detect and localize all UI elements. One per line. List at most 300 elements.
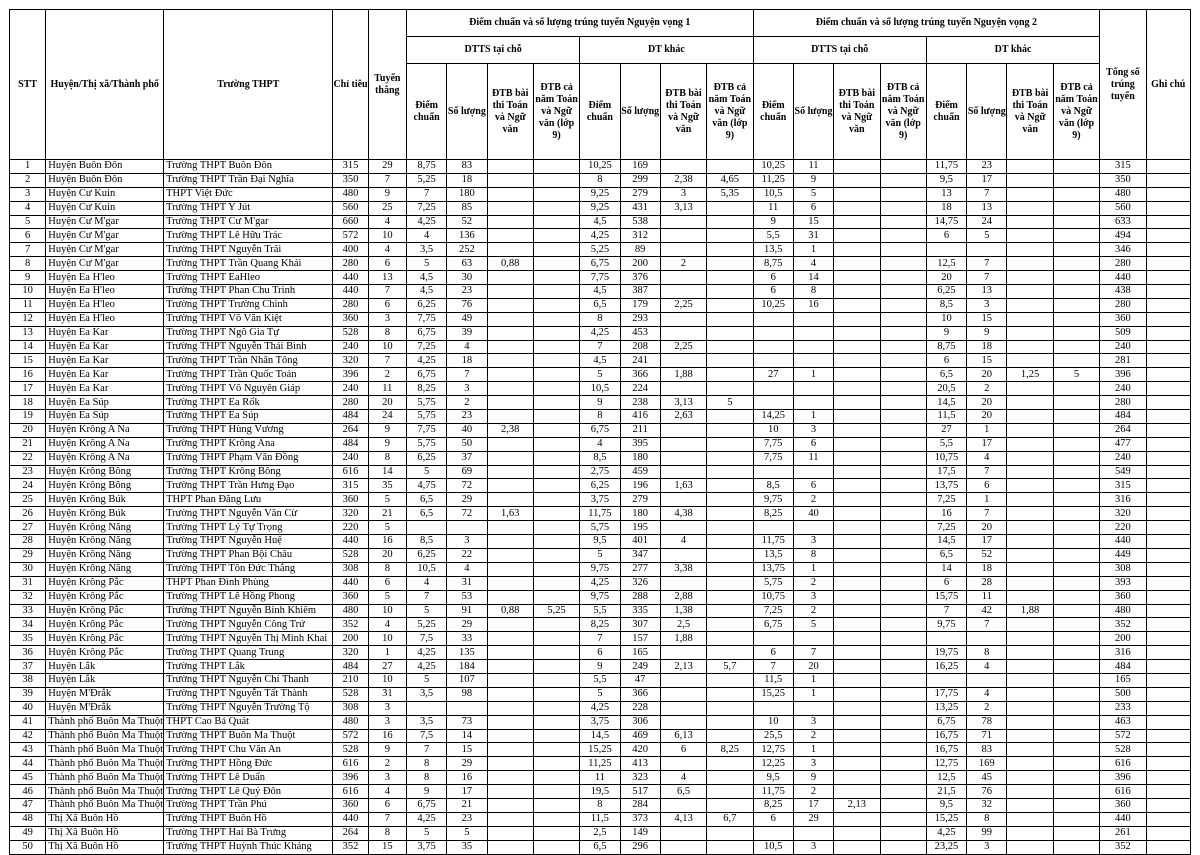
table-row [10, 660, 1191, 674]
cell-nv1-dtk-dtb1 [660, 271, 706, 285]
cell-nv2-dtk-sl: 7 [967, 618, 1007, 632]
cell-district: Huyện Ea Súp [46, 410, 164, 424]
cell-total: 440 [1100, 812, 1146, 826]
cell-quota: 440 [333, 812, 368, 826]
cell-nv2-dtts-diem: 6,75 [753, 618, 793, 632]
cell-note [1146, 840, 1190, 854]
cell-nv1-dtts-diem: 6,5 [406, 493, 446, 507]
table-row [10, 201, 1191, 215]
cell-nv2-dtts-diem: 15,25 [753, 687, 793, 701]
cell-nv2-dtk-diem: 19,75 [926, 646, 966, 660]
cell-quota: 484 [333, 410, 368, 424]
cell-nv1-dtts-dtb1 [487, 160, 533, 174]
cell-nv2-dtts-dtb1 [834, 201, 880, 215]
cell-nv1-dtk-diem: 9 [580, 660, 620, 674]
header-stt: STT [10, 10, 46, 160]
cell-nv1-dtts-dtb1 [487, 840, 533, 854]
cell-nv1-dtk-dtb1 [660, 312, 706, 326]
cell-district: Huyện Krông Bông [46, 465, 164, 479]
cell-nv2-dtk-dtb2 [1053, 229, 1099, 243]
cell-nv1-dtk-sl: 180 [620, 507, 660, 521]
cell-nv2-dtts-dtb1 [834, 729, 880, 743]
cell-nv2-dtts-dtb1 [834, 646, 880, 660]
cell-nv2-dtk-dtb1 [1007, 201, 1053, 215]
cell-stt: 40 [10, 701, 46, 715]
cell-quota: 660 [333, 215, 368, 229]
cell-nv1-dtts-sl: 91 [447, 604, 487, 618]
cell-nv1-dtts-diem: 6,25 [406, 451, 446, 465]
table-row [10, 312, 1191, 326]
cell-total: 477 [1100, 437, 1146, 451]
cell-nv2-dtts-dtb2 [880, 590, 926, 604]
cell-nv1-dtk-dtb1 [660, 576, 706, 590]
cell-quota: 320 [333, 507, 368, 521]
cell-nv2-dtk-dtb1 [1007, 771, 1053, 785]
cell-nv2-dtts-dtb1 [834, 687, 880, 701]
cell-stt: 49 [10, 826, 46, 840]
cell-nv2-dtk-sl: 2 [967, 701, 1007, 715]
cell-nv2-dtts-sl: 3 [793, 590, 833, 604]
cell-nv2-dtts-diem: 8,75 [753, 257, 793, 271]
cell-nv2-dtk-diem: 6,5 [926, 368, 966, 382]
cell-nv1-dtts-sl: 16 [447, 771, 487, 785]
cell-total: 316 [1100, 646, 1146, 660]
cell-nv2-dtk-diem: 9,5 [926, 173, 966, 187]
cell-nv2-dtk-dtb2 [1053, 340, 1099, 354]
cell-nv1-dtk-diem: 6,75 [580, 257, 620, 271]
cell-nv1-dtk-dtb1: 4,13 [660, 812, 706, 826]
cell-nv1-dtk-dtb2 [707, 215, 753, 229]
cell-quota: 200 [333, 632, 368, 646]
cell-nv2-dtk-dtb1 [1007, 437, 1053, 451]
cell-nv1-dtts-dtb1 [487, 771, 533, 785]
cell-nv1-dtk-dtb1: 4 [660, 771, 706, 785]
cell-stt: 7 [10, 243, 46, 257]
cell-nv2-dtts-diem: 5,75 [753, 576, 793, 590]
cell-total: 494 [1100, 229, 1146, 243]
cell-nv2-dtk-diem: 15,75 [926, 590, 966, 604]
cell-direct: 3 [368, 771, 406, 785]
header-nv1-dtk-sl: Số lượng [620, 64, 660, 160]
cell-nv2-dtts-dtb2 [880, 660, 926, 674]
cell-nv2-dtts-sl: 2 [793, 604, 833, 618]
cell-note [1146, 632, 1190, 646]
cell-nv1-dtk-diem: 4,25 [580, 326, 620, 340]
cell-direct: 11 [368, 382, 406, 396]
cell-nv1-dtts-sl: 136 [447, 229, 487, 243]
cell-nv1-dtts-dtb2 [533, 465, 579, 479]
cell-note [1146, 590, 1190, 604]
header-direct: Tuyển thẳng [368, 10, 406, 160]
cell-nv1-dtk-sl: 420 [620, 743, 660, 757]
cell-nv1-dtk-sl: 413 [620, 757, 660, 771]
cell-stt: 17 [10, 382, 46, 396]
table-row [10, 298, 1191, 312]
cell-direct: 5 [368, 521, 406, 535]
cell-nv2-dtk-dtb2: 5 [1053, 368, 1099, 382]
cell-nv1-dtk-dtb2 [707, 840, 753, 854]
cell-nv1-dtts-dtb2 [533, 382, 579, 396]
cell-nv1-dtts-sl: 184 [447, 660, 487, 674]
cell-nv2-dtts-sl: 29 [793, 812, 833, 826]
cell-stt: 5 [10, 215, 46, 229]
cell-district: Huyện Ea Kar [46, 368, 164, 382]
cell-school: Trường THPT Trần Nhân Tông [164, 354, 333, 368]
cell-nv1-dtk-sl: 401 [620, 535, 660, 549]
cell-nv2-dtk-dtb2 [1053, 410, 1099, 424]
cell-nv2-dtk-dtb2 [1053, 479, 1099, 493]
cell-nv1-dtk-diem: 10,25 [580, 160, 620, 174]
cell-nv2-dtts-dtb2 [880, 257, 926, 271]
cell-nv1-dtts-dtb1 [487, 743, 533, 757]
cell-stt: 50 [10, 840, 46, 854]
cell-nv1-dtts-sl: 39 [447, 326, 487, 340]
cell-quota: 240 [333, 382, 368, 396]
cell-district: Huyện Ea Súp [46, 396, 164, 410]
cell-total: 480 [1100, 187, 1146, 201]
cell-nv2-dtts-diem: 10,75 [753, 590, 793, 604]
cell-nv2-dtk-dtb1 [1007, 673, 1053, 687]
cell-nv2-dtts-dtb2 [880, 798, 926, 812]
cell-direct: 1 [368, 646, 406, 660]
table-row [10, 465, 1191, 479]
cell-nv1-dtts-dtb1 [487, 465, 533, 479]
cell-nv2-dtts-sl: 4 [793, 257, 833, 271]
cell-quota: 572 [333, 729, 368, 743]
cell-nv2-dtts-dtb2 [880, 743, 926, 757]
header-district: Huyện/Thị xã/Thành phố [46, 10, 164, 160]
cell-nv2-dtk-dtb1 [1007, 229, 1053, 243]
cell-direct: 10 [368, 340, 406, 354]
cell-district: Thành phố Buôn Ma Thuột [46, 757, 164, 771]
cell-nv1-dtk-dtb2: 5,35 [707, 187, 753, 201]
cell-nv2-dtk-dtb2 [1053, 521, 1099, 535]
cell-nv2-dtk-dtb1 [1007, 382, 1053, 396]
cell-nv1-dtk-dtb2 [707, 451, 753, 465]
cell-nv2-dtk-diem: 14,75 [926, 215, 966, 229]
header-nv2-dtk-sl: Số lượng [967, 64, 1007, 160]
cell-nv2-dtk-dtb1 [1007, 298, 1053, 312]
cell-school: Trường THPT Buôn Đôn [164, 160, 333, 174]
cell-stt: 8 [10, 257, 46, 271]
cell-nv2-dtts-dtb2 [880, 160, 926, 174]
cell-nv2-dtk-sl: 3 [967, 840, 1007, 854]
cell-nv1-dtk-dtb1: 3,13 [660, 201, 706, 215]
cell-nv1-dtts-diem: 5,25 [406, 618, 446, 632]
cell-quota: 320 [333, 646, 368, 660]
cell-district: Huyện Lắk [46, 660, 164, 674]
cell-school: Trường THPT Phan Chu Trinh [164, 285, 333, 299]
cell-nv1-dtk-diem: 4 [580, 437, 620, 451]
cell-nv1-dtts-diem: 7,75 [406, 312, 446, 326]
cell-total: 616 [1100, 785, 1146, 799]
cell-nv2-dtk-dtb1 [1007, 187, 1053, 201]
cell-nv2-dtk-diem: 18 [926, 201, 966, 215]
cell-direct: 5 [368, 590, 406, 604]
cell-nv1-dtk-sl: 241 [620, 354, 660, 368]
cell-nv2-dtts-sl: 8 [793, 285, 833, 299]
cell-note [1146, 410, 1190, 424]
cell-quota: 280 [333, 298, 368, 312]
cell-nv2-dtts-dtb2 [880, 271, 926, 285]
cell-nv2-dtts-sl: 2 [793, 576, 833, 590]
cell-nv1-dtk-sl: 238 [620, 396, 660, 410]
cell-nv2-dtk-dtb2 [1053, 660, 1099, 674]
cell-nv1-dtts-dtb1 [487, 271, 533, 285]
cell-nv2-dtts-dtb2 [880, 521, 926, 535]
cell-school: Trường THPT Buôn Hồ [164, 812, 333, 826]
cell-nv2-dtts-diem: 6 [753, 646, 793, 660]
cell-total: 352 [1100, 618, 1146, 632]
cell-nv2-dtts-diem: 9 [753, 215, 793, 229]
cell-nv1-dtts-diem: 8 [406, 771, 446, 785]
cell-nv1-dtk-dtb1 [660, 243, 706, 257]
cell-nv2-dtk-sl [967, 632, 1007, 646]
cell-nv1-dtts-diem: 8,5 [406, 535, 446, 549]
cell-nv1-dtk-diem: 3,75 [580, 715, 620, 729]
cell-nv1-dtk-sl: 395 [620, 437, 660, 451]
cell-school: Trường THPT Trường Chinh [164, 298, 333, 312]
cell-nv2-dtk-sl: 20 [967, 368, 1007, 382]
cell-nv2-dtk-sl: 2 [967, 382, 1007, 396]
cell-nv2-dtk-diem [926, 243, 966, 257]
cell-nv1-dtts-dtb1 [487, 229, 533, 243]
cell-nv1-dtk-sl: 323 [620, 771, 660, 785]
cell-stt: 35 [10, 632, 46, 646]
admission-table [9, 9, 1191, 855]
cell-nv2-dtts-diem [753, 826, 793, 840]
cell-nv2-dtts-dtb2 [880, 632, 926, 646]
cell-nv1-dtk-diem: 8 [580, 798, 620, 812]
cell-nv2-dtts-sl: 3 [793, 715, 833, 729]
cell-district: Huyện Ea H'leo [46, 285, 164, 299]
cell-nv2-dtts-diem: 5,5 [753, 229, 793, 243]
cell-nv1-dtts-sl: 49 [447, 312, 487, 326]
cell-total: 449 [1100, 548, 1146, 562]
cell-nv1-dtk-diem: 8 [580, 173, 620, 187]
cell-direct: 31 [368, 687, 406, 701]
cell-direct: 6 [368, 798, 406, 812]
cell-nv1-dtts-dtb2 [533, 285, 579, 299]
cell-school: Trường THPT Krông Ana [164, 437, 333, 451]
cell-direct: 25 [368, 201, 406, 215]
cell-direct: 20 [368, 548, 406, 562]
cell-nv1-dtts-dtb1 [487, 326, 533, 340]
cell-nv2-dtk-dtb2 [1053, 201, 1099, 215]
cell-nv2-dtk-diem: 10 [926, 312, 966, 326]
cell-nv2-dtk-dtb2 [1053, 562, 1099, 576]
cell-note [1146, 521, 1190, 535]
cell-nv2-dtk-dtb2 [1053, 604, 1099, 618]
cell-school: Trường THPT Nguyễn Văn Cừ [164, 507, 333, 521]
cell-nv1-dtts-dtb2 [533, 812, 579, 826]
cell-quota: 440 [333, 285, 368, 299]
cell-nv1-dtts-diem: 4,5 [406, 271, 446, 285]
cell-nv2-dtts-dtb1 [834, 312, 880, 326]
cell-nv1-dtts-diem: 3,5 [406, 687, 446, 701]
cell-nv2-dtts-sl: 2 [793, 785, 833, 799]
cell-direct: 8 [368, 451, 406, 465]
cell-nv1-dtts-dtb1 [487, 243, 533, 257]
cell-nv1-dtts-diem: 4 [406, 576, 446, 590]
cell-nv1-dtts-diem: 5,75 [406, 437, 446, 451]
cell-nv2-dtts-dtb2 [880, 562, 926, 576]
cell-nv1-dtts-diem: 6,5 [406, 507, 446, 521]
table-row [10, 576, 1191, 590]
cell-nv1-dtk-dtb2 [707, 604, 753, 618]
cell-nv1-dtts-dtb2 [533, 590, 579, 604]
cell-stt: 27 [10, 521, 46, 535]
cell-district: Huyện Krông Pắc [46, 576, 164, 590]
cell-nv1-dtts-diem: 4,5 [406, 285, 446, 299]
cell-nv2-dtts-dtb1 [834, 243, 880, 257]
cell-nv2-dtk-sl: 15 [967, 312, 1007, 326]
cell-nv1-dtts-dtb1 [487, 215, 533, 229]
cell-nv1-dtts-sl: 98 [447, 687, 487, 701]
cell-note [1146, 201, 1190, 215]
cell-nv2-dtts-dtb1 [834, 396, 880, 410]
cell-nv1-dtk-dtb2 [707, 423, 753, 437]
cell-nv2-dtk-dtb2 [1053, 576, 1099, 590]
cell-nv1-dtts-diem: 7 [406, 590, 446, 604]
table-row [10, 771, 1191, 785]
cell-nv2-dtk-sl: 11 [967, 590, 1007, 604]
cell-nv1-dtk-sl: 306 [620, 715, 660, 729]
cell-nv1-dtk-sl: 196 [620, 479, 660, 493]
cell-nv1-dtk-dtb1 [660, 493, 706, 507]
cell-nv2-dtk-dtb1 [1007, 326, 1053, 340]
cell-nv1-dtk-sl: 299 [620, 173, 660, 187]
cell-nv2-dtts-dtb2 [880, 423, 926, 437]
cell-stt: 3 [10, 187, 46, 201]
cell-note [1146, 646, 1190, 660]
cell-total: 350 [1100, 173, 1146, 187]
cell-nv1-dtts-dtb1 [487, 173, 533, 187]
header-nv2-dtk-dtb1: ĐTB bài thi Toán và Ngữ văn [1007, 64, 1053, 160]
cell-school: Trường THPT Ea Súp [164, 410, 333, 424]
cell-nv1-dtk-sl: 376 [620, 271, 660, 285]
cell-district: Thành phố Buôn Ma Thuột [46, 743, 164, 757]
cell-nv1-dtk-sl: 387 [620, 285, 660, 299]
cell-nv2-dtts-dtb2 [880, 312, 926, 326]
cell-school: Trường THPT Trần Quang Khải [164, 257, 333, 271]
cell-nv2-dtk-sl: 20 [967, 410, 1007, 424]
table-row [10, 535, 1191, 549]
cell-nv1-dtts-sl: 4 [447, 340, 487, 354]
table-row [10, 826, 1191, 840]
cell-nv1-dtts-dtb2 [533, 771, 579, 785]
cell-stt: 16 [10, 368, 46, 382]
cell-nv1-dtk-sl: 277 [620, 562, 660, 576]
table-row [10, 479, 1191, 493]
cell-nv1-dtk-dtb2 [707, 285, 753, 299]
cell-nv1-dtts-sl: 17 [447, 785, 487, 799]
cell-nv2-dtts-sl: 2 [793, 729, 833, 743]
cell-nv1-dtk-diem: 4,25 [580, 576, 620, 590]
cell-nv2-dtk-dtb2 [1053, 437, 1099, 451]
cell-nv2-dtk-dtb1 [1007, 535, 1053, 549]
cell-nv1-dtk-dtb2: 6,7 [707, 812, 753, 826]
cell-nv2-dtts-dtb1 [834, 465, 880, 479]
cell-nv1-dtts-diem: 5 [406, 465, 446, 479]
cell-nv1-dtk-dtb1: 4,38 [660, 507, 706, 521]
cell-stt: 11 [10, 298, 46, 312]
cell-total: 500 [1100, 687, 1146, 701]
cell-nv1-dtts-sl: 23 [447, 285, 487, 299]
cell-nv1-dtts-sl: 31 [447, 576, 487, 590]
cell-nv2-dtts-sl [793, 521, 833, 535]
cell-nv2-dtts-dtb2 [880, 215, 926, 229]
cell-stt: 36 [10, 646, 46, 660]
cell-nv1-dtts-dtb2: 5,25 [533, 604, 579, 618]
cell-nv2-dtts-dtb2 [880, 187, 926, 201]
cell-direct: 2 [368, 368, 406, 382]
cell-nv1-dtk-dtb1 [660, 451, 706, 465]
cell-nv1-dtk-diem: 9,5 [580, 535, 620, 549]
cell-nv1-dtts-diem: 9 [406, 785, 446, 799]
cell-nv1-dtk-dtb2 [707, 437, 753, 451]
cell-nv2-dtk-diem: 11,75 [926, 160, 966, 174]
cell-nv2-dtts-sl [793, 701, 833, 715]
cell-nv1-dtk-sl: 538 [620, 215, 660, 229]
cell-total: 315 [1100, 479, 1146, 493]
cell-quota: 360 [333, 798, 368, 812]
cell-nv1-dtk-dtb1 [660, 465, 706, 479]
cell-nv1-dtk-dtb2 [707, 229, 753, 243]
cell-direct: 24 [368, 410, 406, 424]
cell-nv2-dtts-dtb2 [880, 201, 926, 215]
cell-nv2-dtk-dtb1 [1007, 798, 1053, 812]
cell-nv1-dtk-dtb2 [707, 410, 753, 424]
cell-nv2-dtts-dtb2 [880, 826, 926, 840]
cell-nv2-dtts-dtb2 [880, 604, 926, 618]
cell-nv1-dtts-sl: 73 [447, 715, 487, 729]
cell-stt: 32 [10, 590, 46, 604]
cell-direct: 9 [368, 187, 406, 201]
cell-nv2-dtts-diem [753, 340, 793, 354]
cell-nv1-dtk-sl: 307 [620, 618, 660, 632]
cell-nv1-dtk-sl: 211 [620, 423, 660, 437]
cell-nv1-dtts-dtb2 [533, 576, 579, 590]
header-nv1-dtts-dtb1: ĐTB bài thi Toán và Ngữ văn [487, 64, 533, 160]
cell-nv2-dtts-diem: 6 [753, 271, 793, 285]
cell-nv2-dtts-dtb2 [880, 451, 926, 465]
table-row [10, 285, 1191, 299]
cell-school: THPT Việt Đức [164, 187, 333, 201]
cell-nv1-dtk-dtb2 [707, 298, 753, 312]
cell-district: Thành phố Buôn Ma Thuột [46, 785, 164, 799]
cell-nv2-dtk-sl: 4 [967, 687, 1007, 701]
cell-nv2-dtk-dtb1 [1007, 632, 1053, 646]
cell-direct: 35 [368, 479, 406, 493]
cell-district: Thành phố Buôn Ma Thuột [46, 729, 164, 743]
cell-nv1-dtk-sl: 366 [620, 687, 660, 701]
cell-nv1-dtk-sl: 279 [620, 187, 660, 201]
cell-direct: 14 [368, 465, 406, 479]
cell-nv2-dtts-dtb1 [834, 548, 880, 562]
cell-nv1-dtts-sl: 72 [447, 507, 487, 521]
cell-nv2-dtts-diem [753, 396, 793, 410]
cell-nv2-dtk-diem: 20 [926, 271, 966, 285]
cell-nv2-dtts-sl: 1 [793, 743, 833, 757]
cell-stt: 19 [10, 410, 46, 424]
cell-nv2-dtts-dtb1: 2,13 [834, 798, 880, 812]
cell-nv2-dtk-dtb1 [1007, 423, 1053, 437]
cell-nv1-dtts-dtb1 [487, 535, 533, 549]
cell-nv1-dtk-dtb1: 4 [660, 535, 706, 549]
cell-nv1-dtts-dtb2 [533, 201, 579, 215]
cell-quota: 280 [333, 396, 368, 410]
